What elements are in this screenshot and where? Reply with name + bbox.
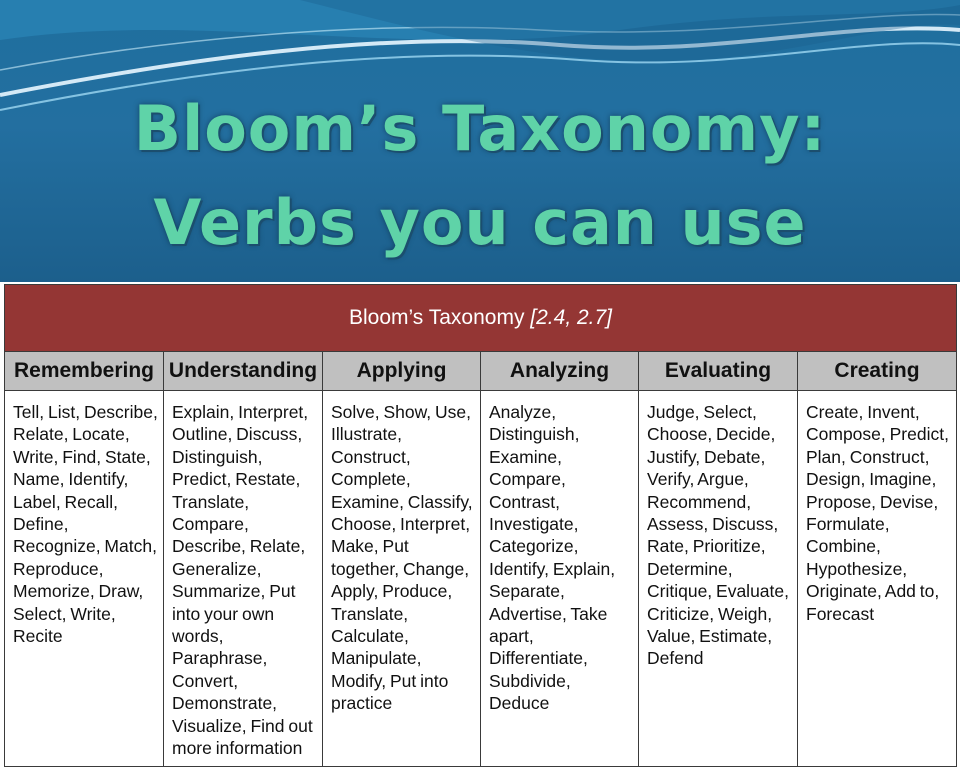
column-header-creating: Creating xyxy=(798,352,957,391)
column-header-row xyxy=(5,352,957,391)
slide-header xyxy=(0,0,960,282)
column-header-remembering: Remembering xyxy=(5,352,164,391)
verbs-row xyxy=(5,391,957,767)
column-header-evaluating: Evaluating xyxy=(639,352,798,391)
slide-title-line1: Bloom’s Taxonomy: xyxy=(133,92,827,165)
column-header-understanding: Understanding xyxy=(164,352,323,391)
table-caption-text: Bloom’s Taxonomy xyxy=(348,306,525,329)
verbs-evaluating: Judge, Select, Choose, Decide, Justify, Debate, Verify, Argue, Recommend, Assess, Discuss, Rate, Prioritize, Determine, Critique, Evaluate, Criticize, Weigh, Value, Estimate, Defend xyxy=(639,391,798,767)
verbs-creating: Create, Invent, Compose, Predict, Plan, Construct, Design, Imagine, Propose, Devise, Formulate, Combine, Hypothesize, Originate, Add to, Forecast xyxy=(798,391,957,767)
blooms-taxonomy-table xyxy=(4,284,957,767)
column-header-applying: Applying xyxy=(323,352,481,391)
verbs-remembering: Tell, List, Describe, Relate, Locate, Write, Find, State, Name, Identify, Label, Recall, Define, Recognize, Match, Reproduce, Memorize, Draw, Select, Write, Recite xyxy=(5,391,164,767)
verbs-understanding: Explain, Interpret, Outline, Discuss, Distinguish, Predict, Restate, Translate, Compare, Describe, Relate, Generalize, Summarize, Put into your own words, Paraphrase, Convert, Demonstrate, Visualize, Find out more information xyxy=(164,391,323,767)
verbs-analyzing: Analyze, Distinguish, Examine, Compare, Contrast, Investigate, Categorize, Identify, Explain, Separate, Advertise, Take apart, Differentiate, Subdivide, Deduce xyxy=(481,391,639,767)
verbs-applying: Solve, Show, Use, Illustrate, Construct, Complete, Examine, Classify, Choose, Interpret, Make, Put together, Change, Apply, Produce, Translate, Calculate, Manipulate, Modify, Put into practice xyxy=(323,391,481,767)
table-caption-ref: [2.4, 2.7] xyxy=(530,306,613,329)
column-header-analyzing: Analyzing xyxy=(481,352,639,391)
table-caption xyxy=(5,285,957,352)
slide-title-line2: Verbs you can use xyxy=(153,186,807,259)
